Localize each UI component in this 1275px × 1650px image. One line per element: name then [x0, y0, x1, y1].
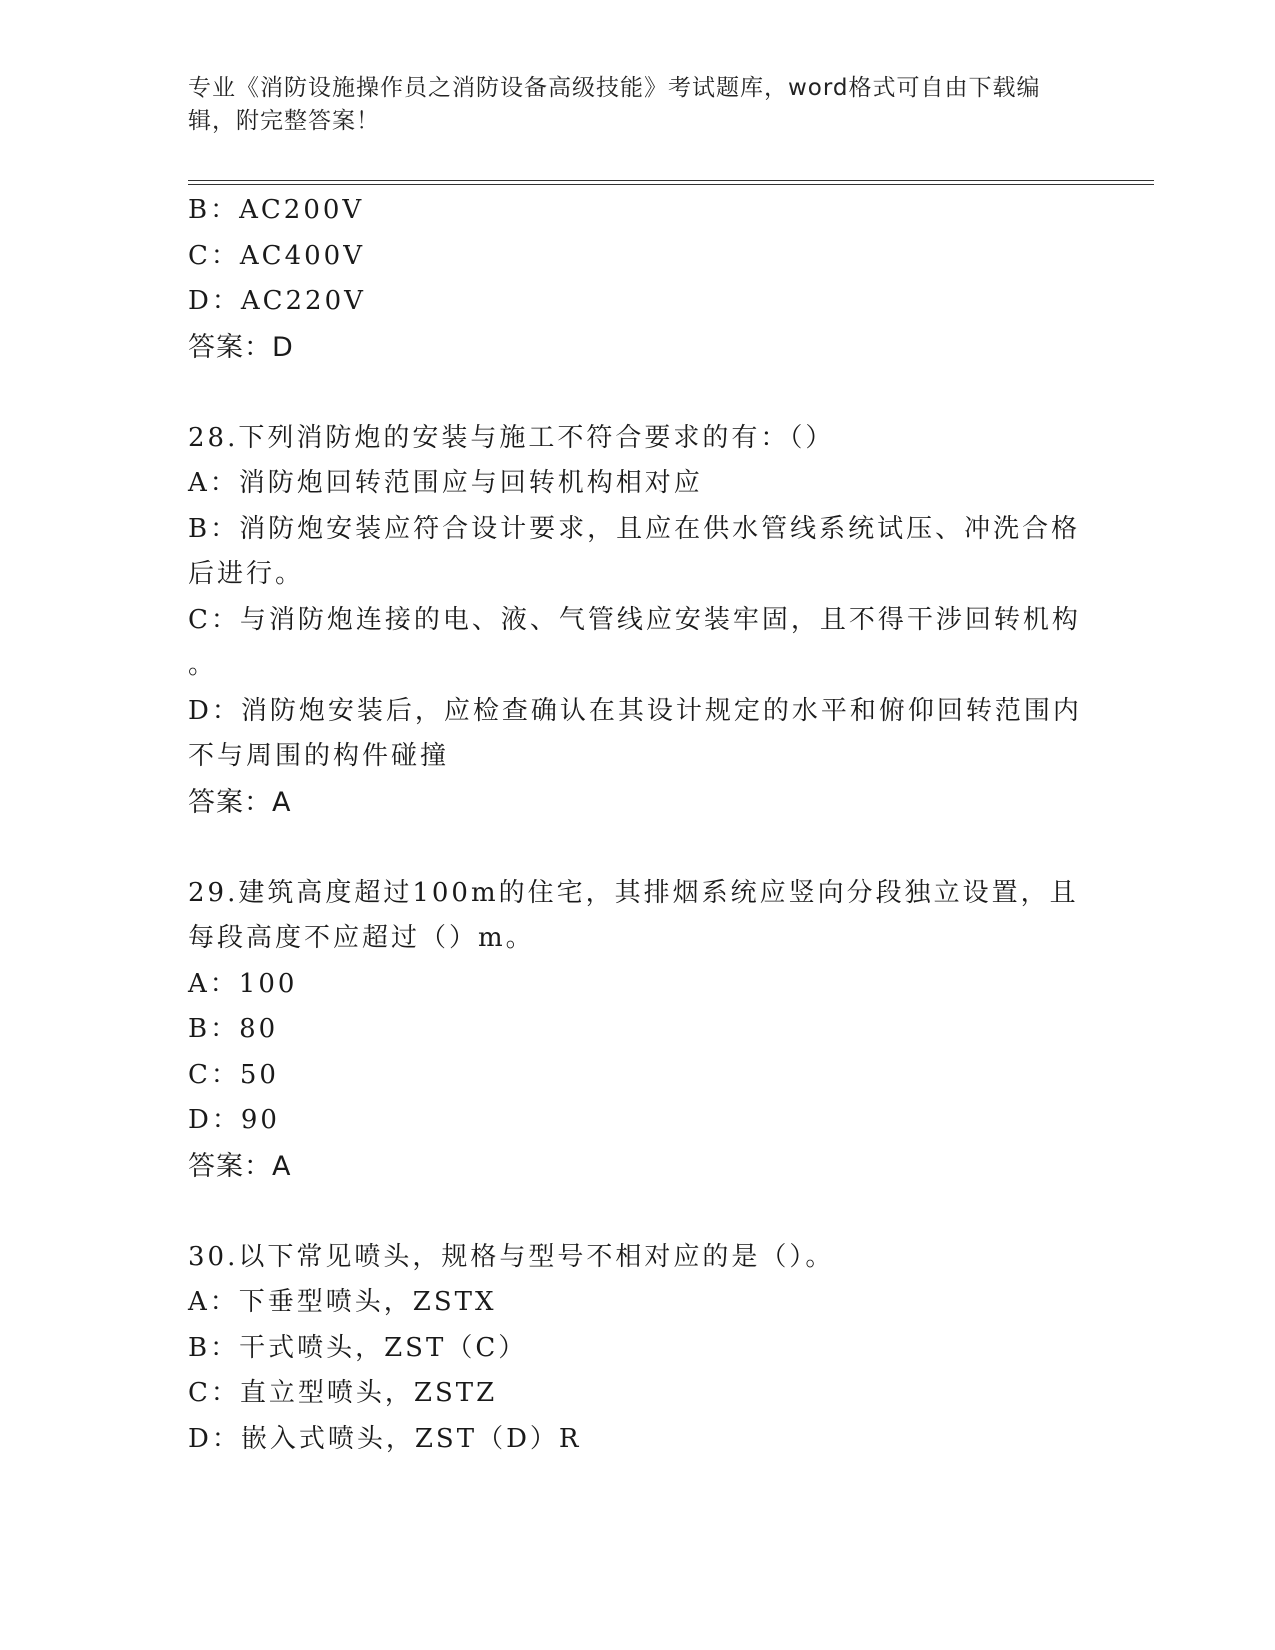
question-29-block — [188, 871, 1088, 1190]
q29-question-line-1: 29.建筑高度超过100m的住宅，其排烟系统应竖向分段独立设置，且 — [188, 877, 1079, 908]
q29-question-line-2: 每段高度不应超过（）m。 — [188, 923, 535, 953]
spacer — [188, 825, 1088, 871]
q30-question: 30.以下常见喷头，规格与型号不相对应的是（）。 — [188, 1241, 835, 1272]
question-27-block — [188, 188, 1088, 370]
q29-option-d: D：90 — [188, 1105, 280, 1135]
q28-answer: 答案：A — [188, 786, 292, 818]
q29-option-b: B：80 — [188, 1014, 279, 1044]
q27-answer: 答案：D — [188, 331, 294, 363]
page-header — [188, 72, 1068, 138]
q29-option-a: A：100 — [188, 968, 298, 999]
q28-question: 28.下列消防炮的安装与施工不符合要求的有：（） — [188, 422, 835, 453]
spacer — [188, 370, 1088, 416]
q30-option-c: C：直立型喷头，ZSTZ — [188, 1378, 498, 1408]
header-line-2: 辑，附完整答案！ — [188, 108, 380, 134]
q29-option-c: C：50 — [188, 1059, 279, 1090]
q28-option-c-line-2: 。 — [188, 650, 218, 680]
q28-option-a: A：消防炮回转范围应与回转机构相对应 — [188, 468, 703, 498]
q28-option-b-line-1: B：消防炮安装应符合设计要求，且应在供水管线系统试压、冲洗合格 — [188, 513, 1081, 544]
header-divider-top — [188, 180, 1154, 181]
q27-option-c: C：AC400V — [188, 240, 365, 271]
q29-answer: 答案：A — [188, 1150, 292, 1182]
header-line-1: 专业《消防设施操作员之消防设备高级技能》考试题库，word格式可自由下载编 — [188, 75, 1041, 101]
q28-option-d-line-1: D：消防炮安装后，应检查确认在其设计规定的水平和俯仰回转范围内 — [188, 695, 1082, 726]
q27-option-d: D：AC220V — [188, 286, 366, 316]
spacer — [188, 1189, 1088, 1235]
q30-option-d: D：嵌入式喷头，ZST（D）R — [188, 1423, 582, 1454]
question-content — [188, 188, 1088, 1462]
q28-option-c-line-1: C：与消防炮连接的电、液、气管线应安装牢固，且不得干涉回转机构 — [188, 604, 1081, 635]
q27-option-b: B：AC200V — [188, 195, 365, 225]
q30-option-b: B：干式喷头，ZST（C） — [188, 1332, 528, 1363]
question-30-block — [188, 1235, 1088, 1463]
header-divider-bottom — [188, 184, 1154, 185]
q28-option-d-line-2: 不与周围的构件碰撞 — [188, 741, 450, 771]
q30-option-a: A：下垂型喷头，ZSTX — [188, 1287, 497, 1317]
q28-option-b-line-2: 后进行。 — [188, 559, 305, 589]
question-28-block — [188, 416, 1088, 826]
